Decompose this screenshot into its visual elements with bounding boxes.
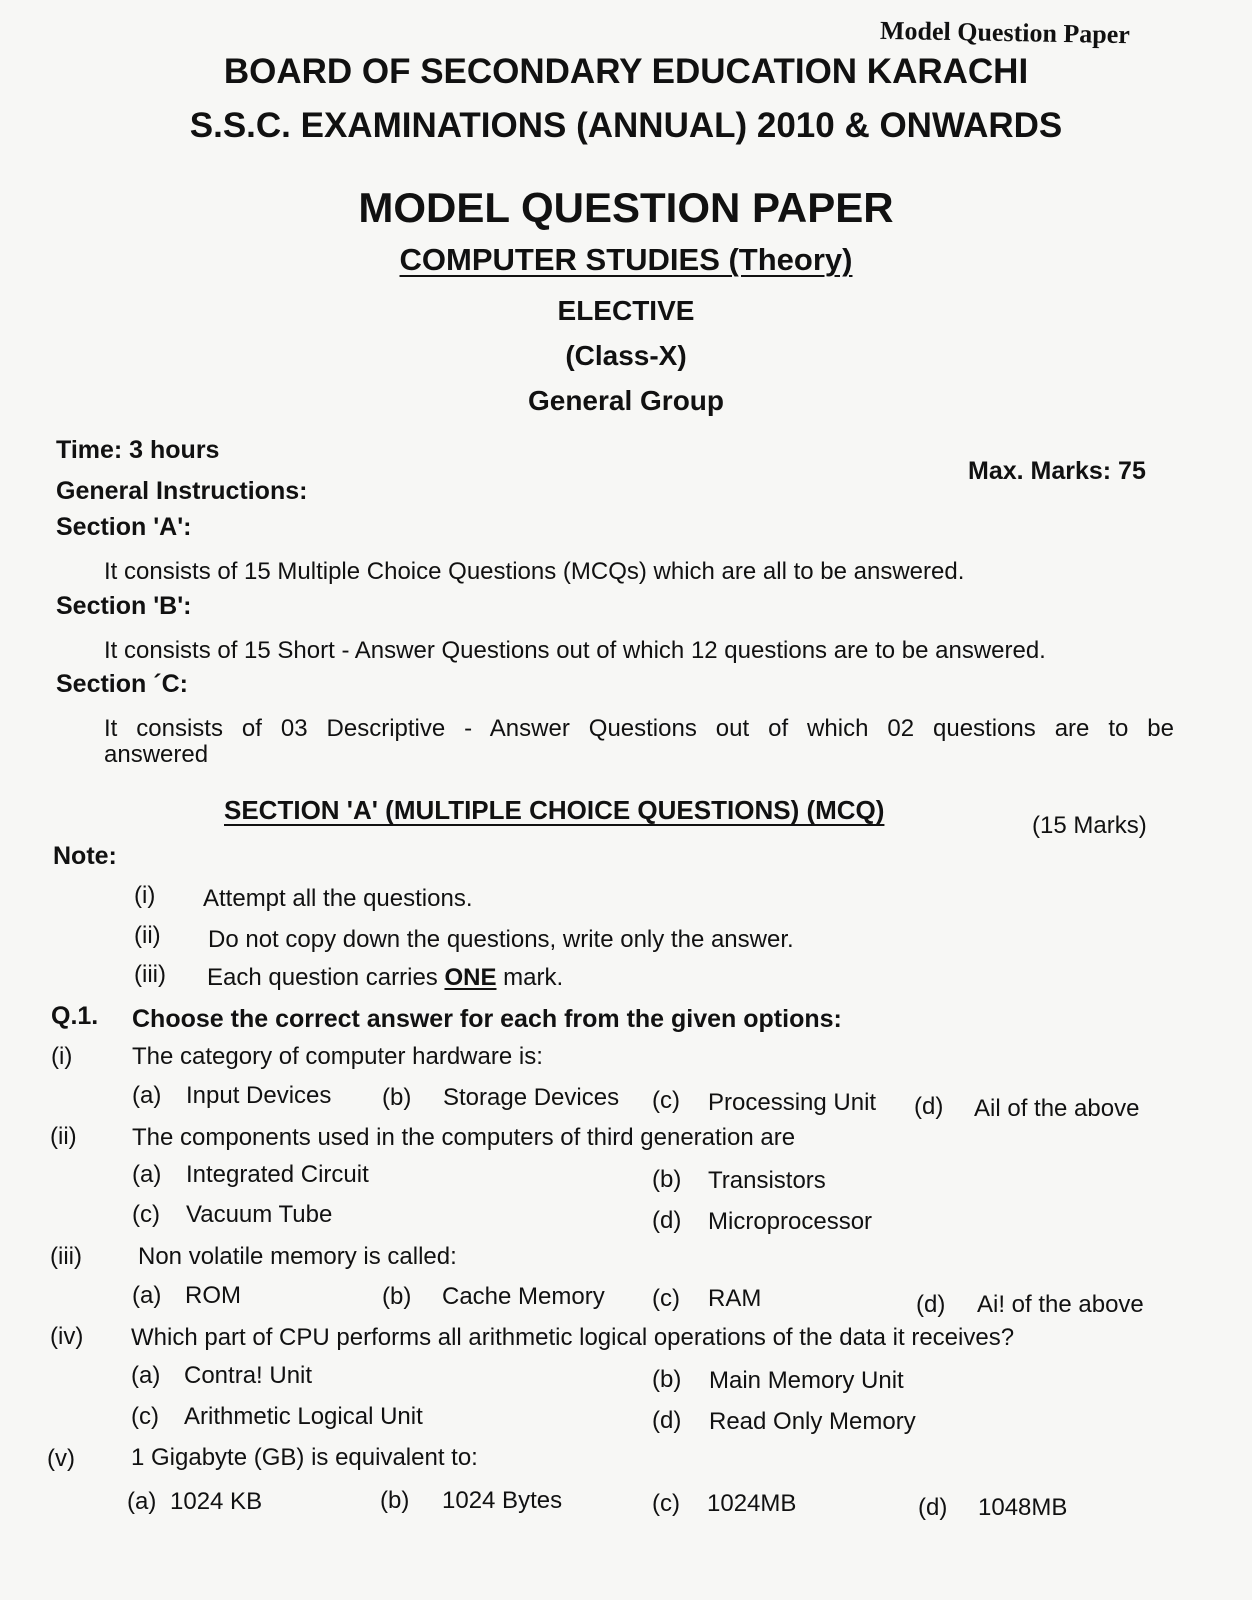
item-number: (i) [51,1043,73,1070]
board-name: BOARD OF SECONDARY EDUCATION KARACHI [223,52,1029,91]
subject-text: COMPUTER STUDIES (Theory) [399,242,853,277]
option-text: Contra! Unit [184,1362,313,1389]
note-num: (iii) [134,961,166,988]
subject-title [0,242,1252,278]
paper-title: MODEL QUESTION PAPER [358,184,894,231]
option-letter: (c) [131,1403,159,1430]
option-text: Ail of the above [974,1095,1140,1122]
option-letter: (a) [132,1082,162,1109]
exam-title: S.S.C. EXAMINATIONS (ANNUAL) 2010 & ONWARDS [189,106,1063,145]
option-letter: (d) [652,1207,682,1234]
instructions-label: General Instructions: [56,477,308,505]
item-text: Non volatile memory is called: [138,1243,457,1270]
section-a-marks: (15 Marks) [1032,812,1147,839]
note-num: (ii) [134,922,161,949]
note-post: mark. [496,964,564,991]
option-letter: (b) [652,1166,682,1193]
option-letter: (b) [380,1487,410,1514]
option-text: Cache Memory [442,1283,605,1310]
note-pre: Each question carries [207,964,445,991]
max-marks: Max. Marks: 75 [968,457,1146,485]
option-letter: (b) [382,1283,412,1310]
option-text: Input Devices [186,1082,332,1109]
item-number: (ii) [50,1123,77,1150]
option-letter: (b) [382,1084,412,1111]
note-num: (i) [134,882,156,909]
option-text: ROM [185,1282,241,1309]
note-label: Note: [53,842,117,870]
option-letter: (c) [132,1201,160,1228]
section-a-text: It consists of 15 Multiple Choice Questions (MCQs) which are all to be answered. [104,558,965,585]
group-label: General Group [527,385,725,416]
note-text [207,964,563,992]
option-text: Integrated Circuit [186,1161,369,1188]
item-text: Which part of CPU performs all arithmetic logical operations of the data it receives? [131,1324,1015,1351]
section-b-text: It consists of 15 Short - Answer Questions out of which 12 questions are to be answered. [104,637,1046,664]
item-number: (v) [47,1445,75,1472]
option-text: 1048MB [978,1494,1068,1521]
section-c-text: It consists of 03 Descriptive - Answer Questions out of which 02 questions are to be answered [104,715,1174,768]
option-text: Transistors [708,1167,826,1194]
option-letter: (a) [132,1282,162,1309]
note-pre: Do not copy down the questions, write only the answer. [208,926,794,953]
section-a-heading: SECTION 'A' (MULTIPLE CHOICE QUESTIONS) (MCQ) [224,795,885,825]
option-text: 1024 KB [170,1488,263,1515]
option-text: Main Memory Unit [709,1367,904,1394]
option-letter: (d) [918,1494,948,1521]
corner-label: Model Question Paper [879,15,1131,50]
option-letter: (d) [652,1407,682,1434]
option-text: Storage Devices [443,1084,620,1111]
section-a-label: Section 'A': [56,513,192,541]
option-letter: (c) [652,1490,680,1517]
option-text: RAM [708,1285,762,1312]
option-text: Processing Unit [708,1089,877,1116]
item-text: 1 Gigabyte (GB) is equivalent to: [131,1444,478,1471]
item-number: (iv) [50,1323,84,1350]
option-text: 1024MB [707,1490,797,1517]
option-letter: (d) [916,1291,946,1318]
option-letter: (a) [127,1488,157,1515]
question-instruction: Choose the correct answer for each from the given options: [132,1005,842,1033]
question-number: Q.1. [51,1002,99,1030]
time-label: Time: 3 hours [56,436,220,464]
elective-label: ELECTIVE [557,295,695,326]
option-text: 1024 Bytes [442,1487,563,1514]
option-letter: (c) [652,1087,680,1114]
note-text [203,885,472,913]
option-letter: (a) [132,1161,162,1188]
class-label: (Class-X) [565,340,687,371]
note-emph: ONE [444,964,497,991]
option-letter: (b) [652,1366,682,1393]
option-text: Microprocessor [708,1208,873,1235]
item-number: (iii) [50,1243,82,1270]
option-letter: (d) [914,1093,944,1120]
option-text: Vacuum Tube [186,1201,333,1228]
note-pre: Attempt all the questions. [203,885,473,912]
section-c-label: Section ´C: [56,670,188,698]
note-text [208,926,794,954]
item-text: The category of computer hardware is: [132,1043,543,1070]
option-letter: (a) [131,1362,161,1389]
option-text: Read Only Memory [709,1408,916,1435]
option-text: Arithmetic Logical Unit [184,1403,423,1430]
item-text: The components used in the computers of third generation are [132,1124,796,1151]
section-b-label: Section 'B': [56,592,192,620]
option-letter: (c) [652,1285,680,1312]
option-text: Ai! of the above [977,1291,1144,1318]
